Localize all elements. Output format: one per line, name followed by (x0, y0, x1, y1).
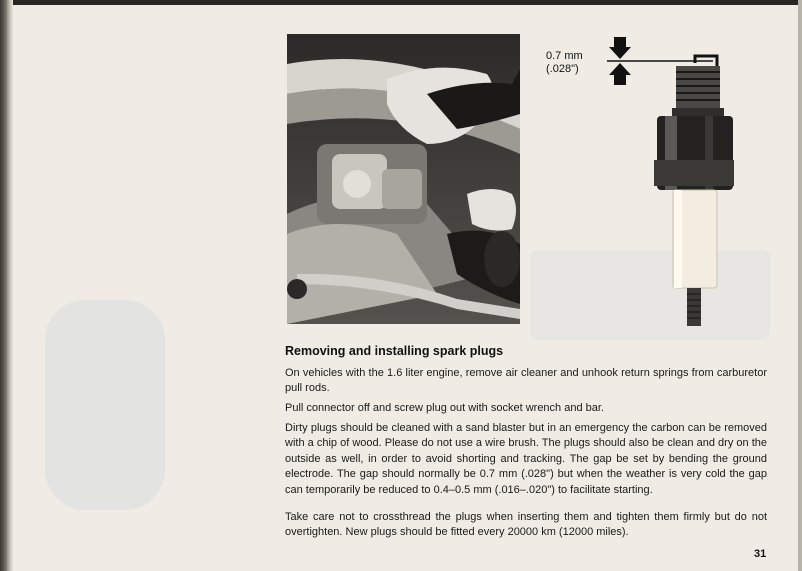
paragraph-3: Dirty plugs should be cleaned with a sand blaster but in an emergency the carbon can be removed with a chip of wood. Please do not use a wire brush. The plugs should also be clean and dry on the outside as well, in order to avoid shorting and tracking. The gap be set by bending the ground electrode. The gap should normally be 0.7 mm (.028") but when the weather is very cold the gap can temporarily be reduced to 0.4–0.5 mm (.016–.020") to facilitate starting. (285, 422, 767, 496)
gap-value-label: 0.7 mm (546, 50, 583, 62)
page-top-edge (0, 0, 802, 5)
paragraph-4: Take care not to crossthread the plugs when inserting them and tighten them firmly but do not overtighten. New plugs should be fitted every 20000 km (12000 miles). (285, 511, 767, 539)
engine-photo-illustration (287, 34, 520, 324)
spark-plug-drawing (545, 32, 775, 332)
show-through-left (45, 300, 165, 510)
engine-photo (287, 34, 520, 324)
book-gutter (0, 0, 13, 571)
spark-plug-diagram (545, 32, 775, 332)
paragraph-2: Pull connector off and screw plug out with socket wrench and bar. (285, 402, 604, 414)
page-number: 31 (754, 548, 767, 560)
gap-imperial-label: (.028") (546, 63, 579, 75)
section-title: Removing and installing spark plugs (285, 344, 504, 358)
page-right-edge (798, 0, 802, 571)
paragraph-1: On vehicles with the 1.6 liter engine, remove air cleaner and unhook return springs from carburetor pull rods. (285, 367, 767, 395)
